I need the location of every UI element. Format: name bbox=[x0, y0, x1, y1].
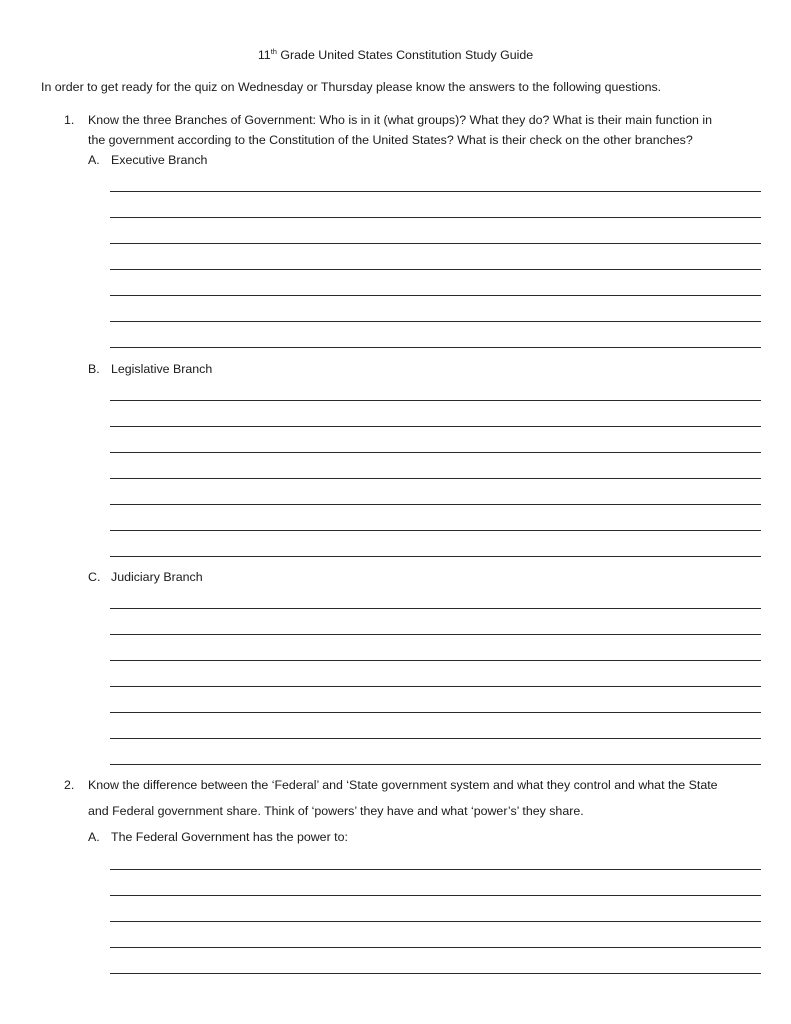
answer-line[interactable] bbox=[110, 217, 761, 218]
title-suffix: Grade United States Constitution Study Guide bbox=[276, 48, 534, 62]
part-1c-letter: C. bbox=[88, 570, 101, 584]
part-1a-label: Executive Branch bbox=[111, 153, 208, 167]
answer-line[interactable] bbox=[110, 973, 761, 974]
answer-line[interactable] bbox=[110, 269, 761, 270]
answer-line[interactable] bbox=[110, 738, 761, 739]
answer-line[interactable] bbox=[110, 295, 761, 296]
question-2-line-1: Know the difference between the ‘Federal’ and ‘State government system and what they control and what the State bbox=[88, 778, 718, 792]
answer-line[interactable] bbox=[110, 921, 761, 922]
answer-line[interactable] bbox=[110, 869, 761, 870]
question-1-number: 1. bbox=[64, 113, 75, 127]
answer-line[interactable] bbox=[110, 243, 761, 244]
answer-line[interactable] bbox=[110, 504, 761, 505]
answer-line[interactable] bbox=[110, 530, 761, 531]
answer-line[interactable] bbox=[110, 452, 761, 453]
answer-line[interactable] bbox=[110, 608, 761, 609]
answer-line[interactable] bbox=[110, 764, 761, 765]
part-2a-label: The Federal Government has the power to: bbox=[111, 830, 348, 844]
answer-line[interactable] bbox=[110, 634, 761, 635]
part-1c-label: Judiciary Branch bbox=[111, 570, 203, 584]
answer-line[interactable] bbox=[110, 556, 761, 557]
answer-line[interactable] bbox=[110, 191, 761, 192]
answer-line[interactable] bbox=[110, 895, 761, 896]
answer-line[interactable] bbox=[110, 686, 761, 687]
title-superscript: th bbox=[270, 47, 277, 56]
question-2-line-2: and Federal government share. Think of ‘powers’ they have and what ‘power’s’ they share. bbox=[88, 804, 584, 818]
answer-line[interactable] bbox=[110, 347, 761, 348]
answer-line[interactable] bbox=[110, 712, 761, 713]
answer-line[interactable] bbox=[110, 400, 761, 401]
intro-text: In order to get ready for the quiz on Wednesday or Thursday please know the answers to the following questions. bbox=[41, 80, 662, 94]
part-1b-letter: B. bbox=[88, 362, 100, 376]
part-1a-letter: A. bbox=[88, 153, 100, 167]
answer-line[interactable] bbox=[110, 947, 761, 948]
page-title bbox=[0, 48, 791, 62]
answer-line[interactable] bbox=[110, 426, 761, 427]
question-2-number: 2. bbox=[64, 778, 75, 792]
answer-line[interactable] bbox=[110, 478, 761, 479]
question-1-line-1: Know the three Branches of Government: Who is in it (what groups)? What they do? What is their main function in bbox=[88, 113, 712, 127]
answer-line[interactable] bbox=[110, 321, 761, 322]
title-prefix: 11 bbox=[257, 48, 271, 62]
part-2a-letter: A. bbox=[88, 830, 100, 844]
answer-line[interactable] bbox=[110, 660, 761, 661]
question-1-line-2: the government according to the Constitution of the United States? What is their check on the other branches? bbox=[88, 133, 693, 147]
part-1b-label: Legislative Branch bbox=[111, 362, 213, 376]
